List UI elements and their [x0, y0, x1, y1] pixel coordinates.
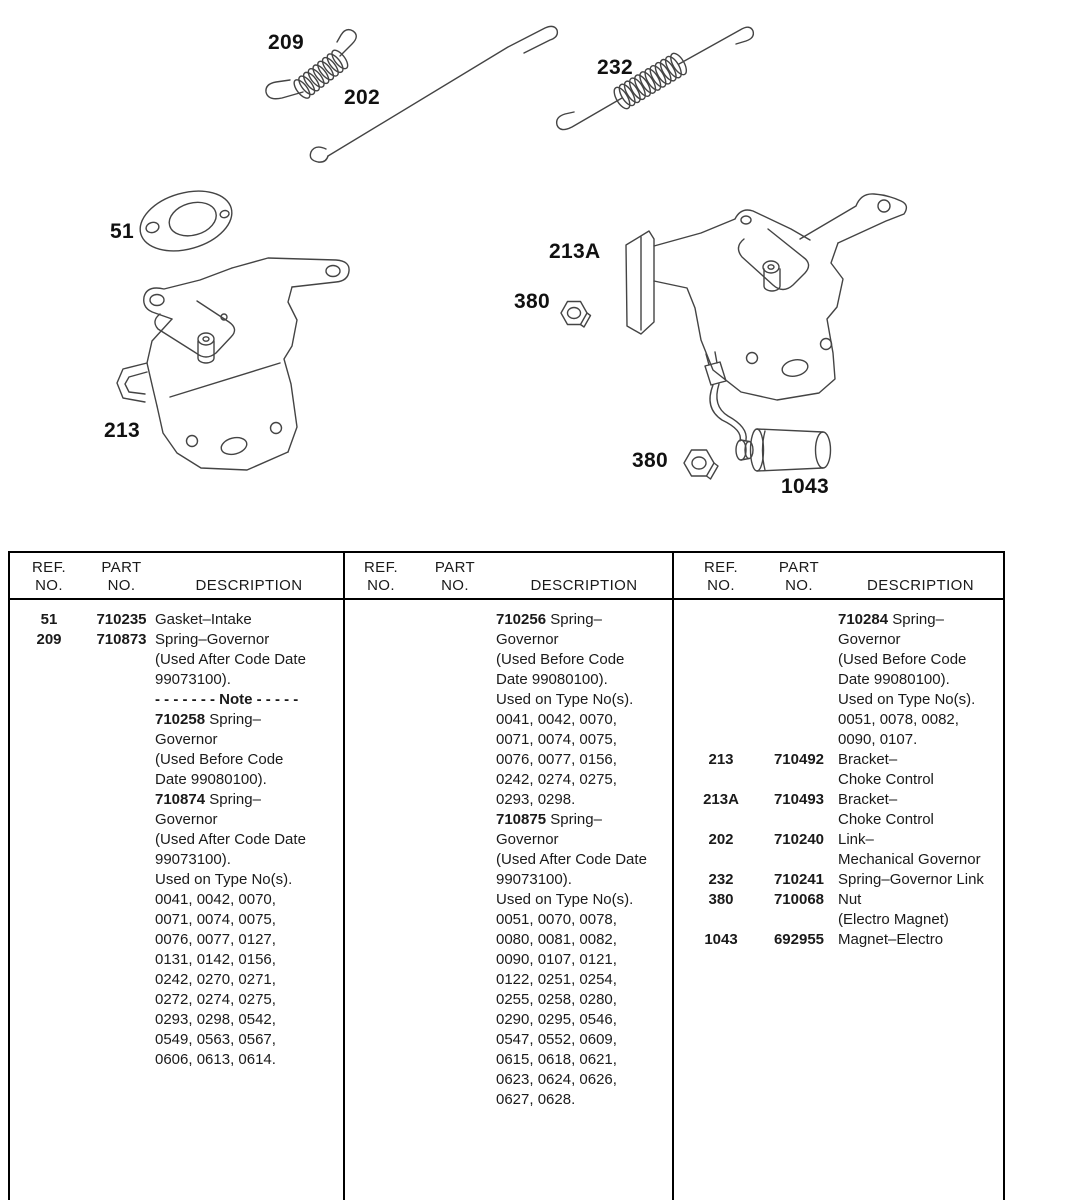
description-line: 0071, 0074, 0075, [155, 911, 276, 928]
parts-entry [10, 610, 343, 630]
description-cell [838, 830, 1003, 870]
description-header: DESCRIPTION [867, 577, 974, 594]
exploded-parts-diagram [0, 0, 1073, 551]
parts-entry [674, 870, 1003, 890]
nut-380-upper-drawing [561, 302, 591, 328]
description-header: DESCRIPTION [195, 577, 303, 594]
ref-no-cell: 202 [708, 831, 734, 848]
description-line: Date 99080100). [496, 671, 608, 688]
description-cell [838, 890, 1003, 930]
description-line: 0242, 0274, 0275, [496, 771, 617, 788]
description-line: Spring–Governor Link [838, 871, 984, 888]
description-line: 0041, 0042, 0070, [496, 711, 617, 728]
column-group-3-body [674, 600, 1003, 950]
description-line: 0293, 0298, 0542, [155, 1011, 276, 1028]
description-line: Link– [838, 831, 874, 848]
description-line: 0623, 0624, 0626, [496, 1071, 617, 1088]
description-line: 0606, 0613, 0614. [155, 1051, 276, 1068]
column-group-1-header [10, 553, 343, 600]
part-label-202: 202 [344, 86, 380, 109]
spring-232-drawing [557, 27, 754, 129]
part-no-cell: 710240 [773, 831, 825, 848]
bracket-213a-drawing [626, 194, 906, 400]
description-line: 0051, 0070, 0078, [496, 911, 617, 928]
parts-entry [674, 750, 1003, 790]
description-line: 0272, 0274, 0275, [155, 991, 276, 1008]
magnet-electro-1043-drawing [705, 352, 831, 471]
description-line: Date 99080100). [838, 671, 950, 688]
column-group-3-header [674, 553, 1003, 600]
description-line: Bracket– [838, 751, 898, 768]
description-line: Choke Control [838, 771, 934, 788]
parts-table [8, 551, 1005, 1200]
part-header-line2: NO. [107, 577, 136, 594]
part-label-380-lower: 380 [632, 449, 668, 472]
description-cell [838, 870, 1003, 890]
description-line: 710258 Spring– [155, 711, 261, 728]
part-label-213: 213 [104, 419, 140, 442]
ref-no-header [345, 559, 417, 595]
description-cell [838, 750, 1003, 790]
part-label-51: 51 [110, 220, 134, 243]
description-line: Gasket–Intake [155, 611, 252, 628]
description-cell [496, 610, 672, 1110]
table-column-group-2 [345, 553, 674, 1200]
description-line: Used on Type No(s). [496, 691, 634, 708]
description-line: Nut [838, 891, 862, 908]
ref-header-line2: NO. [707, 577, 735, 594]
part-no-cell: 710068 [773, 891, 825, 908]
description-line: 99073100). [496, 871, 572, 888]
ref-no-cell: 1043 [704, 931, 738, 948]
part-header-line2: NO. [441, 577, 469, 594]
column-group-1-body [10, 600, 343, 1070]
part-header-line1: PART [434, 559, 476, 576]
parts-entry [674, 790, 1003, 830]
bracket-213-drawing [117, 258, 349, 470]
description-header: DESCRIPTION [530, 577, 638, 594]
part-label-232: 232 [597, 56, 633, 79]
description-line: Mechanical Governor [838, 851, 981, 868]
description-line: Governor [496, 631, 559, 648]
part-label-380-upper: 380 [514, 290, 550, 313]
description-line: 0076, 0077, 0156, [496, 751, 617, 768]
description-line: (Used Before Code [155, 751, 284, 768]
description-line: 0615, 0618, 0621, [496, 1051, 617, 1068]
part-label-1043: 1043 [781, 475, 829, 498]
parts-entry [10, 630, 343, 1070]
description-line: 0290, 0295, 0546, [496, 1011, 617, 1028]
parts-entry [674, 930, 1003, 950]
table-column-group-1 [10, 553, 345, 1200]
part-no-cell: 710493 [773, 791, 825, 808]
ref-no-cell: 213A [703, 791, 739, 808]
part-header-line2: NO. [785, 577, 813, 594]
description-line: (Used Before Code [496, 651, 625, 668]
part-label-209: 209 [268, 31, 304, 54]
description-line: Governor [838, 631, 901, 648]
parts-entry [345, 610, 672, 1110]
description-line: (Electro Magnet) [838, 911, 949, 928]
description-line: Used on Type No(s). [155, 871, 293, 888]
description-cell [838, 930, 1003, 950]
column-group-2-body [345, 600, 672, 1110]
description-line: - - - - - - - Note - - - - - [155, 691, 299, 708]
part-header-line1: PART [101, 559, 142, 576]
description-line: 99073100). [155, 851, 231, 868]
ref-no-cell: 380 [708, 891, 734, 908]
description-line: 0255, 0258, 0280, [496, 991, 617, 1008]
description-line: 710256 Spring– [496, 611, 602, 628]
ref-header-line2: NO. [35, 577, 63, 594]
parts-entry [674, 830, 1003, 870]
description-line: Governor [496, 831, 559, 848]
ref-header-line1: REF. [31, 559, 67, 576]
description-line: 0080, 0081, 0082, [496, 931, 617, 948]
part-no-cell: 710873 [96, 631, 147, 648]
description-line: (Used Before Code [838, 651, 967, 668]
description-line: 0090, 0107, 0121, [496, 951, 617, 968]
parts-entry [674, 610, 1003, 750]
description-cell [838, 790, 1003, 830]
description-line: 99073100). [155, 671, 231, 688]
description-line: Governor [155, 731, 218, 748]
description-line: 0041, 0042, 0070, [155, 891, 276, 908]
parts-line-art [0, 0, 1073, 551]
ref-no-header [10, 559, 88, 595]
description-line: 0122, 0251, 0254, [496, 971, 617, 988]
description-line: (Used After Code Date [155, 651, 306, 668]
ref-no-header [674, 559, 768, 595]
description-line: Date 99080100). [155, 771, 267, 788]
description-line: (Used After Code Date [155, 831, 306, 848]
ref-no-cell: 232 [708, 871, 734, 888]
nut-380-lower-drawing [684, 450, 718, 479]
part-no-header [768, 559, 830, 595]
ref-header-line2: NO. [367, 577, 395, 594]
part-no-cell: 710235 [96, 611, 147, 628]
parts-entry [674, 890, 1003, 930]
description-line: Used on Type No(s). [838, 691, 976, 708]
part-no-cell: 710241 [773, 871, 825, 888]
part-no-header [417, 559, 493, 595]
ref-no-cell: 209 [36, 631, 62, 648]
ref-header-line1: REF. [363, 559, 399, 576]
description-line: 710875 Spring– [496, 811, 602, 828]
ref-no-cell: 213 [708, 751, 734, 768]
description-cell [838, 610, 1003, 750]
description-line: 0131, 0142, 0156, [155, 951, 276, 968]
description-line: 0627, 0628. [496, 1091, 576, 1108]
part-label-213a: 213A [549, 240, 601, 263]
description-line: 710284 Spring– [838, 611, 944, 628]
part-no-cell: 692955 [773, 931, 825, 948]
ref-no-cell: 51 [40, 611, 58, 628]
part-header-line1: PART [778, 559, 820, 576]
description-line: Choke Control [838, 811, 934, 828]
table-column-group-3 [674, 553, 1003, 1200]
description-line: 0293, 0298. [496, 791, 576, 808]
description-line: 0547, 0552, 0609, [496, 1031, 617, 1048]
description-line: 0076, 0077, 0127, [155, 931, 276, 948]
column-group-2-header [345, 553, 672, 600]
description-line: 0090, 0107. [838, 731, 918, 748]
description-line: 0071, 0074, 0075, [496, 731, 617, 748]
gasket-51-drawing [133, 181, 239, 261]
description-line: Spring–Governor [155, 631, 270, 648]
part-no-header [88, 559, 155, 595]
description-cell [155, 630, 343, 1070]
description-line: Used on Type No(s). [496, 891, 634, 908]
description-line: 0549, 0563, 0567, [155, 1031, 276, 1048]
description-line: Bracket– [838, 791, 898, 808]
ref-header-line1: REF. [703, 559, 739, 576]
description-line: Governor [155, 811, 218, 828]
part-no-cell: 710492 [773, 751, 825, 768]
description-line: (Used After Code Date [496, 851, 647, 868]
description-line: 0051, 0078, 0082, [838, 711, 959, 728]
description-cell [155, 610, 343, 630]
description-line: Magnet–Electro [838, 931, 944, 948]
description-line: 710874 Spring– [155, 791, 261, 808]
header-divider-line [10, 598, 1003, 600]
description-line: 0242, 0270, 0271, [155, 971, 276, 988]
